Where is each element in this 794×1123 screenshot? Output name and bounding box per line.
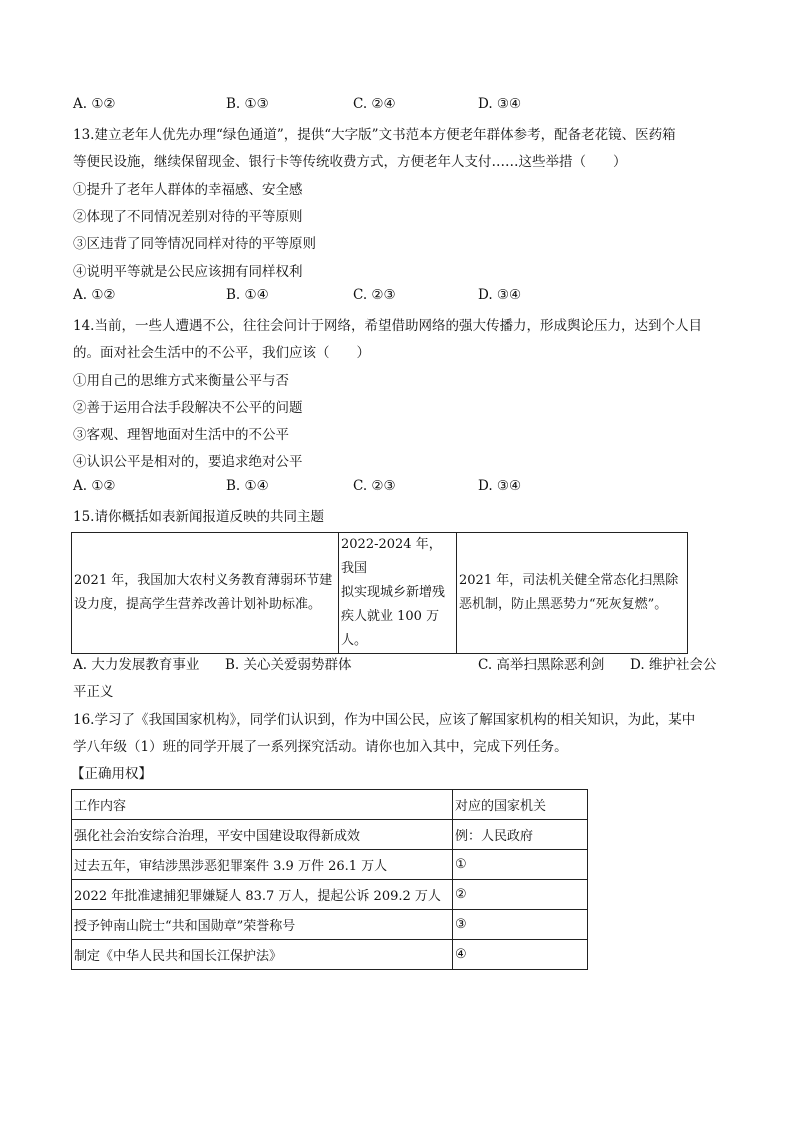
q13-stem-line2: 等便民设施，继续保留现金、银行卡等传统收费方式，方便老年人支付……这些举措（ ） [73,154,627,170]
news-table [71,532,688,654]
option-c: C. ②③ [353,478,396,494]
state-organ-cell: ① [453,850,588,880]
option-c: C. ②④ [353,96,396,112]
option-c: C. 高举扫黑除恶利剑 [478,657,605,673]
q14-item-4: ④认识公平是相对的，要追求绝对公平 [73,454,303,470]
option-d: D. 维护社会公 [630,657,717,673]
table-row [72,880,588,910]
work-content-cell: 过去五年，审结涉黑涉恶犯罪案件 3.9 万件 26.1 万人 [72,850,453,880]
work-content-cell: 强化社会治安综合治理，平安中国建设取得新成效 [72,820,453,850]
q16-stem-line1: 16.学习了《我国国家机构》，同学们认识到，作为中国公民，应该了解国家机构的相关知识，为此，某中 [73,712,696,728]
work-content-cell: 授予钟南山院士“共和国勋章”荣誉称号 [72,910,453,940]
q13-options [73,287,733,307]
state-organ-cell: 例：人民政府 [453,820,588,850]
state-organ-table [71,789,588,970]
q14-item-2: ②善于运用合法手段解决不公平的问题 [73,400,303,416]
work-content-cell: 制定《中华人民共和国长江保护法》 [72,940,453,970]
q13-item-3: ③区违背了同等情况同样对待的平等原则 [73,236,316,252]
work-content-cell: 2022 年批准逮捕犯罪嫌疑人 83.7 万人，提起公诉 209.2 万人 [72,880,453,910]
option-b: B. 关心关爱弱势群体 [225,657,352,673]
q13-item-1: ①提升了老年人群体的幸福感、安全感 [73,182,303,198]
option-c: C. ②③ [353,287,396,303]
table-row [72,940,588,970]
q14-item-1: ①用自己的思维方式来衡量公平与否 [73,373,289,389]
q14-stem-line2: 的。面对社会生活中的不公平，我们应该（ ） [73,345,370,361]
table-header [72,790,588,820]
section-title: 【正确用权】 [71,766,152,782]
q13-stem-line1: 13.建立老年人优先办理“绿色通道”，提供“大字版”文书范本方便老年群体参考，配备老花镜、医药箱 [73,127,676,143]
state-organ-cell: ③ [453,910,588,940]
option-b: B. ①③ [226,96,269,112]
table-row [72,533,688,654]
header-state-organ: 对应的国家机关 [453,790,588,820]
option-a: A. ①② [73,287,116,303]
option-d: D. ③④ [478,287,522,303]
table-row [72,910,588,940]
q15-option-d-wrap: 平正义 [73,684,114,700]
news-cell-anti-crime: 2021 年，司法机关健全常态化扫黑除 恶机制，防止黑恶势力“死灰复燃”。 [457,533,688,654]
state-organ-cell: ② [453,880,588,910]
option-d: D. ③④ [478,478,522,494]
option-d: D. ③④ [478,96,522,112]
q14-stem-line1: 14.当前，一些人遭遇不公，往往会问计于网络，希望借助网络的强大传播力，形成舆论压力，达到个人目 [73,318,702,334]
header-work-content: 工作内容 [72,790,453,820]
q13-item-2: ②体现了不同情况差别对待的平等原则 [73,209,303,225]
q14-options [73,478,733,498]
q12-options [73,96,733,116]
option-b: B. ①④ [226,478,269,494]
news-cell-education: 2021 年，我国加大农村义务教育薄弱环节建 设力度，提高学生营养改善计划补助标准。 [72,533,339,654]
option-a: A. ①② [73,478,116,494]
q15-stem: 15.请你概括如表新闻报道反映的共同主题 [73,509,324,525]
table-row [72,820,588,850]
q14-item-3: ③客观、理智地面对生活中的不公平 [73,427,289,443]
q15-options [73,653,733,673]
option-a: A. 大力发展教育事业 [73,657,200,673]
q13-item-4: ④说明平等就是公民应该拥有同样权利 [73,264,303,280]
option-a: A. ①② [73,96,116,112]
table-row [72,850,588,880]
q16-stem-line2: 学八年级（1）班的同学开展了一系列探究活动。请你也加入其中，完成下列任务。 [73,739,568,755]
option-b: B. ①④ [226,287,269,303]
news-cell-disabled-employment: 2022-2024 年，我国 拟实现城乡新增残 疾人就业 100 万人。 [339,533,457,654]
state-organ-cell: ④ [453,940,588,970]
